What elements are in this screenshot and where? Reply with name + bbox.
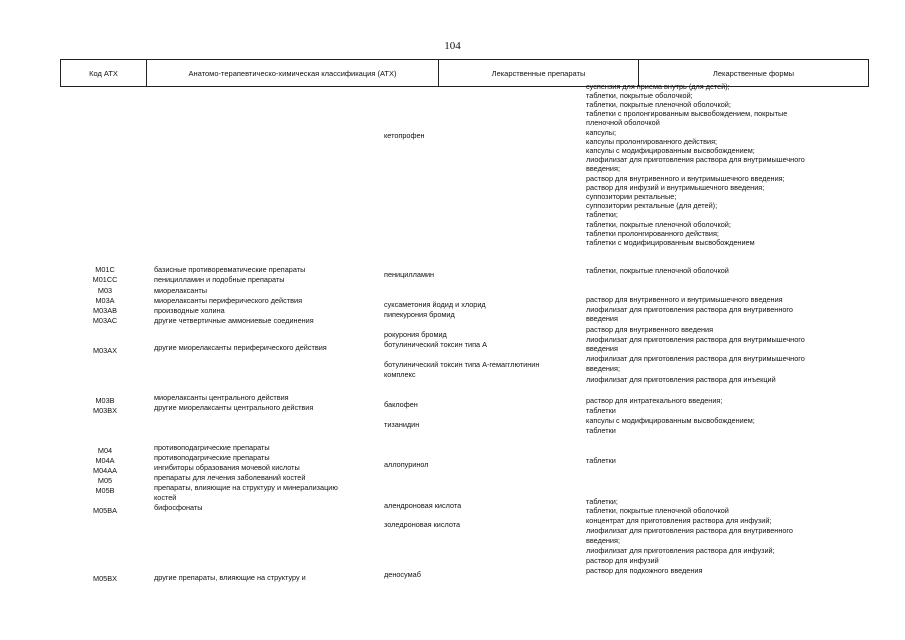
atc-code: M05B	[95, 486, 115, 495]
atc-class: пеницилламин и подобные препараты	[154, 275, 285, 284]
atc-class: другие препараты, влияющие на структуру и	[154, 573, 306, 582]
drug-name: аллопуринол	[384, 460, 429, 469]
dosage-form: таблетки пролонгированного действия;	[586, 229, 719, 238]
atc-class: препараты, влияющие на структуру и минерализацию	[154, 483, 338, 492]
atc-code: M03B	[95, 396, 115, 405]
dosage-form: капсулы пролонгированного действия;	[586, 137, 718, 146]
table-header	[60, 59, 869, 87]
header-code: Код АТХ	[61, 60, 147, 86]
dosage-form: введения	[586, 344, 618, 353]
dosage-form: раствор для интратекального введения;	[586, 396, 723, 405]
dosage-form: лиофилизат для приготовления раствора для внутривенного	[586, 526, 793, 535]
dosage-form: введения;	[586, 364, 620, 373]
atc-code: M03AB	[93, 306, 117, 315]
atc-code: M03	[97, 286, 113, 295]
drug-name: алендроновая кислота	[384, 501, 462, 510]
dosage-form: суппозитории ректальные (для детей);	[586, 201, 718, 210]
atc-class: производные холина	[154, 306, 225, 315]
atc-class: другие миорелаксанты периферического действия	[154, 343, 327, 352]
atc-code: M03BX	[93, 406, 117, 415]
header-drugs: Лекарственные препараты	[439, 60, 639, 86]
atc-class: костей	[154, 493, 177, 502]
dosage-form: таблетки с пролонгированным высвобождением, покрытые	[586, 109, 788, 118]
dosage-form: таблетки, покрытые пленочной оболочкой;	[586, 100, 731, 109]
dosage-form: лиофилизат для приготовления раствора для инфузий;	[586, 546, 775, 555]
dosage-form: таблетки, покрытые пленочной оболочкой;	[586, 220, 731, 229]
dosage-form: введения	[586, 314, 618, 323]
dosage-form: таблетки, покрытые пленочной оболочкой	[586, 506, 729, 515]
dosage-form: таблетки	[586, 406, 616, 415]
atc-code: M01C	[95, 265, 115, 274]
dosage-form: раствор для инфузий	[586, 556, 659, 565]
atc-code: M03AX	[93, 346, 117, 355]
dosage-form: капсулы с модифицированным высвобождением;	[586, 146, 755, 155]
dosage-form: введения;	[586, 536, 620, 545]
atc-class: препараты для лечения заболеваний костей	[154, 473, 306, 482]
atc-code: M04	[97, 446, 113, 455]
dosage-form: лиофилизат для приготовления раствора для инъекций	[586, 375, 776, 384]
dosage-form: раствор для внутривенного и внутримышечного введения	[586, 295, 783, 304]
dosage-form: лиофилизат для приготовления раствора для внутримышечного	[586, 155, 805, 164]
dosage-form: таблетки	[586, 456, 616, 465]
header-forms: Лекарственные формы	[712, 68, 795, 78]
atc-class: миорелаксанты центрального действия	[154, 393, 289, 402]
dosage-form: таблетки, покрытые пленочной оболочкой	[586, 266, 729, 275]
dosage-form: таблетки	[586, 426, 616, 435]
atc-code: M04A	[95, 456, 115, 465]
atc-code: M05BA	[93, 506, 117, 515]
dosage-form: таблетки, покрытые оболочкой;	[586, 91, 693, 100]
dosage-form: раствор для подкожного введения	[586, 566, 703, 575]
dosage-form: таблетки;	[586, 497, 618, 506]
dosage-form: пленочной оболочкой	[586, 118, 660, 127]
dosage-form: раствор для инфузий и внутримышечного введения;	[586, 183, 765, 192]
atc-code: M05	[97, 476, 113, 485]
atc-code: M01CC	[92, 275, 118, 284]
dosage-form: лиофилизат для приготовления раствора для внутримышечного	[586, 335, 805, 344]
drug-name: пипекурония бромид	[384, 310, 455, 319]
dosage-form: капсулы;	[586, 128, 617, 137]
drug-name: деносумаб	[384, 570, 421, 579]
header-classification: Анатомо-терапевтическо-химическая классификация (АТХ)	[147, 60, 439, 86]
atc-code: M04AA	[93, 466, 117, 475]
dosage-form: таблетки;	[586, 210, 618, 219]
dosage-form: введения;	[586, 164, 620, 173]
dosage-form: лиофилизат для приготовления раствора для внутримышечного	[586, 354, 805, 363]
drug-name: рокурония бромид	[384, 330, 447, 339]
atc-class: бифосфонаты	[154, 503, 203, 512]
dosage-form: раствор для внутривенного введения	[586, 325, 714, 334]
atc-class: базисные противоревматические препараты	[154, 265, 306, 274]
dosage-form: суспензия для приема внутрь (для детей);	[586, 82, 730, 91]
dosage-form: капсулы с модифицированным высвобождением;	[586, 416, 755, 425]
dosage-form: таблетки с модифицированным высвобождением	[586, 238, 755, 247]
atc-class: другие четвертичные аммониевые соединения	[154, 316, 314, 325]
drug-name: суксаметония йодид и хлорид	[384, 300, 486, 309]
drug-name: ботулинический токсин типа А-гемагглютинин	[384, 360, 540, 369]
atc-code: M03AC	[92, 316, 118, 325]
drug-name: комплекс	[384, 370, 416, 379]
drug-name: ботулинический токсин типа А	[384, 340, 488, 349]
drug-name: кетопрофен	[384, 131, 425, 140]
drug-name: баклофен	[384, 400, 418, 409]
drug-name: золедроновая кислота	[384, 520, 461, 529]
page-number: 104	[444, 40, 461, 52]
dosage-form: суппозитории ректальные;	[586, 192, 677, 201]
atc-class: противоподагрические препараты	[154, 443, 270, 452]
dosage-form: концентрат для приготовления раствора для инфузий;	[586, 516, 772, 525]
atc-code: M03A	[95, 296, 115, 305]
atc-class: противоподагрические препараты	[154, 453, 270, 462]
atc-class: миорелаксанты	[154, 286, 207, 295]
drug-name: пеницилламин	[384, 270, 435, 279]
atc-class: другие миорелаксанты центрального действия	[154, 403, 314, 412]
drug-name: тизанидин	[384, 420, 420, 429]
atc-class: миорелаксанты периферического действия	[154, 296, 303, 305]
atc-class: ингибиторы образования мочевой кислоты	[154, 463, 300, 472]
dosage-form: лиофилизат для приготовления раствора для внутривенного	[586, 305, 793, 314]
dosage-form: раствор для внутривенного и внутримышечного введения;	[586, 174, 785, 183]
atc-code: M05BX	[93, 574, 117, 583]
